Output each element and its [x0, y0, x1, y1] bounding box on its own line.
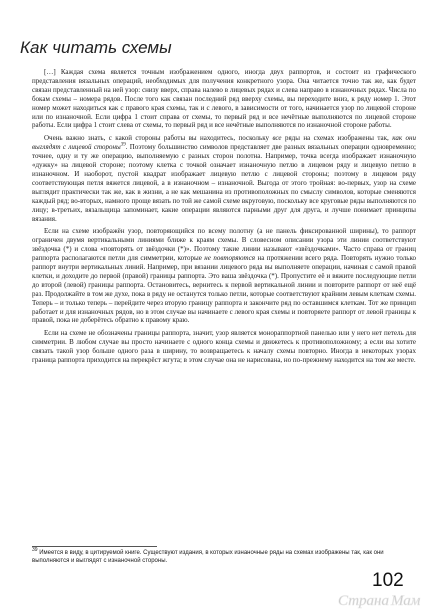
site-watermark-logo: [336, 591, 430, 609]
emphasis-text: как они выглядят с лицевой стороны: [32, 134, 416, 152]
paragraph-text: на протяжении всего ряда. Повторять нужно только раппорт внутри вертикальных линий. Например, при вязании лицевого ряда вы выполняете операции, начиная с самой правой клетки, и доходите до первой (правой) границы раппорта. Это ваша звёздочка (*). Пропустите её и вяжите последующие петли до второй (левой) границы раппорта. Остановитесь, вернитесь к первой вертикальной линии и повторите раппорт от неё ещё раз. Продолжайте в том же духе, пока в ряду не останутся только петли, которые соответствуют крайним левым клеткам схемы. Теперь – и только теперь – перейдите через вторую границу раппорта и закончите ряд по оставшимся клеткам. Тот же принцип работает и для изнаночных рядов, но в этом случае вы начинаете с левого края схемы и повторяете раппорт от левой границы к правой, пока не доберётесь обратно к правому краю.: [32, 254, 416, 325]
paragraph-text: Если на схеме изображён узор, повторяющийся по всему полотну (а не панель фиксированной ширины), то раппорт ограничен двумя вертикальными линиями ближе к краям схемы. В словесном описании узора эти линии соответствуют звёздочка (*) и слова «повторять от звёздочки (*)». Поэтому такие линии называют «звёздочками». Часто справа от границ раппорта располагаются петли для симметрии, которые: [32, 227, 416, 263]
footnote-divider: [32, 546, 157, 547]
paragraph: [32, 329, 416, 365]
footnote-ref: 39: [120, 142, 126, 148]
paragraph-text: Если на схеме не обозначены границы раппорта, значит, узор является монораппортной панелью или у него нет петель для симметрии. В любом случае вы просто начинаете с одного конца схемы и движетесь к противоположному; а если вы хотите связать такой узор больше одного раза в ширину, то возвращаетесь к началу схемы повторно. Иногда в некоторых узорах граница раппорта приходится на перекрёст жгута; в этом случае она не нарисована, но по-прежнему находится на том же месте.: [32, 329, 416, 365]
footnote: [32, 547, 416, 565]
footnote-text: Имеется в виду, в цитируемой книге. Существуют издания, в которых изнаночные ряды на схемах изображены так, как они выполняются и выглядят с изнаночной стороны.: [32, 550, 384, 564]
svg-text:СтранаМам: [338, 593, 421, 609]
paragraph: [32, 68, 416, 130]
paragraph: [32, 227, 416, 325]
watermark-word-1: Страна: [338, 593, 389, 609]
paragraph-text: Очень важно знать, с какой стороны работы вы находитесь, поскольку: [44, 134, 273, 143]
page-number: 102: [372, 570, 404, 591]
footnote-number: 39: [32, 547, 38, 553]
paragraph-text: […] Каждая схема является точным изображением одного, иногда двух раппортов, и состоит из графического представления вязальных операций, необходимых для получения конкретного узора. Она читается точно так же, как будет связан представленный на ней узор: снизу вверх, справа налево в лицевых рядах и слева направо в изнаночных рядах. Числа по бокам схемы – номера рядов. После того как связан последний ряд вверху схемы, вы переходите вниз, к ряду номер 1. Этот номер может находиться как с правого края схемы, так и с левого, в зависимости от того, начинается узор по лицевой стороне или по изнаночной. Если цифра 1 стоит справа от схемы, то первый ряд и все нечётные выполняются по лицевой стороне работы. Если цифра 1 стоит слева от схемы, то первый ряд и все нечётные выполняются по изнаночной стороне работы.: [32, 68, 416, 130]
emphasis-text: все: [272, 134, 282, 143]
paragraph-text: ряды на схемах изображены так,: [281, 134, 393, 143]
emphasis-text: не повторяются: [204, 254, 255, 263]
paragraph: [32, 134, 416, 223]
watermark-logo-icon: [336, 591, 430, 609]
page-title: Как читать схемы: [20, 38, 172, 57]
watermark-word-2: Мам: [391, 593, 421, 609]
body-text: [32, 68, 416, 369]
paragraph-text: . Поэтому большинство символов представляет две разных вязальных операции одновременно; точнее, одну и ту же операцию, выполняемую с разных сторон полотна. Например, точка всегда изображает изнаночную «дужку» на лицевой стороне; поэтому клетка с точкой означает изнаночную петлю в лицевом ряду и лицевую петлю в изнаночном. И наоборот, пустой квадрат изображает лицевую петлю с лицевой стороны; поэтому в лицевом ряду соответствующая петля вяжется лицевой, а в изнаночном – изнаночной. Выгода от этого тройная: во-первых, узор на схеме выглядит практически так же, как в жизни, а не как мешанина из противоположных по смыслу символов, которые сменяются каждый ряд; во-вторых, намного проще вязать по той же самой схеме вкруговую, поскольку все круговые ряды выполняются по лицу; в-третьих, вязальщица запоминает, какие операции являются парными друг для друга, и лучше понимает принципы вязания.: [32, 143, 416, 223]
